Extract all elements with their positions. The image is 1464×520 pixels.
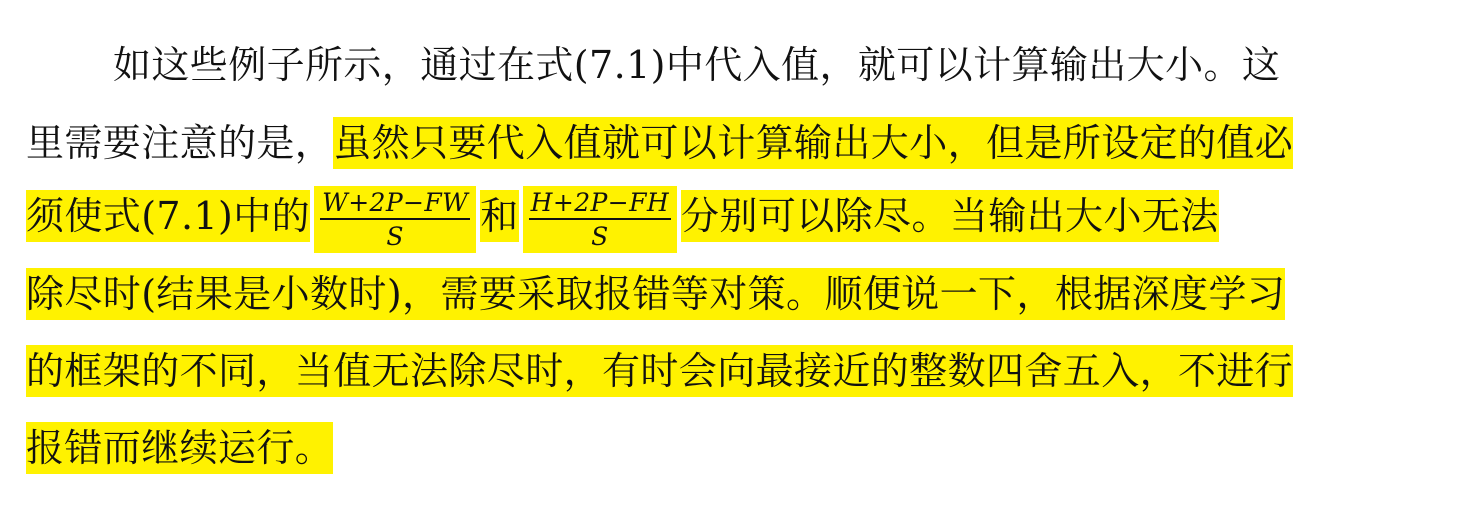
line-3-before-text: 须使式(7.1)中的 <box>26 190 310 242</box>
paragraph-line-4 <box>26 265 1285 323</box>
line-4-text: 除尽时(结果是小数时)，需要采取报错等对策。顺便说一下，根据深度学习 <box>26 268 1285 320</box>
fraction-height-denominator: S <box>591 222 609 251</box>
paragraph-line-2 <box>26 114 1293 172</box>
line-5-text: 的框架的不同，当值无法除尽时，有时会向最接近的整数四舍五入，不进行 <box>26 345 1293 397</box>
line-3-after-text: 分别可以除尽。当输出大小无法 <box>681 190 1219 242</box>
line-3-and-text: 和 <box>480 190 518 242</box>
paragraph-line-1 <box>113 36 1280 94</box>
paragraph-line-5 <box>26 342 1293 400</box>
line-6-text: 报错而继续运行。 <box>26 422 333 474</box>
fraction-width-numerator: W+2P−FW <box>320 190 470 220</box>
paragraph-line-6 <box>26 419 333 477</box>
fraction-height <box>523 186 677 253</box>
line-2-highlighted-text: 虽然只要代入值就可以计算输出大小，但是所设定的值必 <box>333 117 1293 169</box>
fraction-height-numerator: H+2P−FH <box>529 190 671 220</box>
fraction-width <box>314 186 476 253</box>
line-1-text: 如这些例子所示，通过在式(7.1)中代入值，就可以计算输出大小。这 <box>113 43 1281 87</box>
line-2-plain-text: 里需要注意的是， <box>26 121 334 165</box>
fraction-width-denominator: S <box>386 222 404 251</box>
paragraph-line-3 <box>26 186 1219 251</box>
